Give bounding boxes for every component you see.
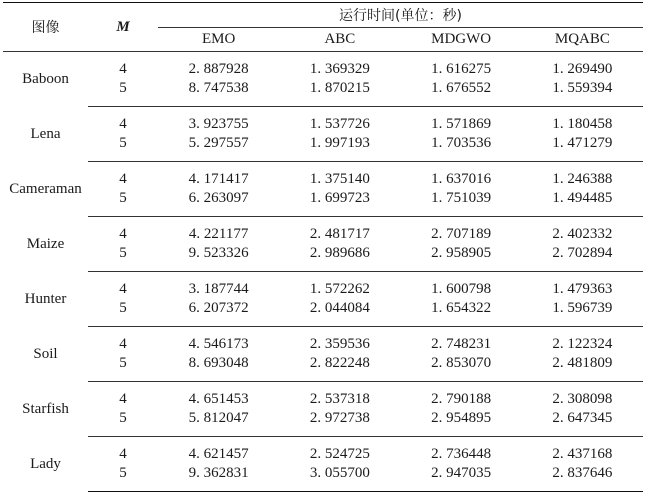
table-row <box>3 464 643 492</box>
runtime-value-cell: 1. 600798 <box>431 281 492 297</box>
table-row <box>3 327 643 355</box>
table-row <box>3 354 643 382</box>
header-row-group <box>3 3 643 28</box>
table-row <box>3 437 643 465</box>
runtime-value-cell: 2. 044084 <box>279 299 400 327</box>
header-col-mqabc: MQABC <box>522 28 643 52</box>
table-row <box>3 409 643 437</box>
header-runtime-group: 运行时间(单位：秒) <box>158 3 643 28</box>
runtime-value-cell: 1. 537726 <box>309 116 370 132</box>
threshold-m-cell: 5 <box>88 299 158 327</box>
image-name-cell: Soil <box>33 345 58 362</box>
threshold-m-cell: 5 <box>88 409 158 437</box>
runtime-value-cell: 2. 524725 <box>309 446 370 462</box>
runtime-value-cell: 4. 651453 <box>188 391 249 407</box>
runtime-value-cell: 2. 647345 <box>522 409 643 437</box>
runtime-value-cell: 2. 359536 <box>309 336 370 352</box>
threshold-m-cell: 4 <box>119 116 127 132</box>
runtime-value-cell: 8. 693048 <box>158 354 279 382</box>
runtime-value-cell: 2. 972738 <box>279 409 400 437</box>
runtime-value-cell: 1. 596739 <box>522 299 643 327</box>
threshold-m-cell: 5 <box>88 189 158 217</box>
runtime-value-cell: 2. 707189 <box>431 226 492 242</box>
table-row <box>3 134 643 162</box>
runtime-table-container <box>3 2 643 492</box>
threshold-m-cell: 4 <box>119 61 127 77</box>
image-name-cell: Maize <box>26 235 65 252</box>
runtime-value-cell: 1. 375140 <box>309 171 370 187</box>
runtime-value-cell: 4. 221177 <box>188 226 249 242</box>
runtime-value-cell: 1. 654322 <box>401 299 522 327</box>
table-row <box>3 52 643 80</box>
runtime-value-cell: 2. 402332 <box>552 226 613 242</box>
header-image: 图像 <box>3 3 88 52</box>
image-name-cell: Baboon <box>22 70 69 87</box>
table-row <box>3 79 643 107</box>
threshold-m-cell: 4 <box>119 226 127 242</box>
table-row <box>3 107 643 135</box>
runtime-value-cell: 2. 702894 <box>522 244 643 272</box>
header-col-emo: EMO <box>158 28 279 52</box>
runtime-value-cell: 2. 748231 <box>431 336 492 352</box>
image-name-cell: Hunter <box>24 290 67 307</box>
image-name-cell: Lady <box>30 455 61 472</box>
runtime-value-cell: 2. 437168 <box>552 446 613 462</box>
threshold-m-cell: 4 <box>119 171 127 187</box>
threshold-m-cell: 4 <box>119 336 127 352</box>
runtime-value-cell: 1. 703536 <box>401 134 522 162</box>
runtime-value-cell: 1. 616275 <box>431 61 492 77</box>
header-col-abc: ABC <box>279 28 400 52</box>
runtime-value-cell: 6. 263097 <box>158 189 279 217</box>
runtime-value-cell: 1. 870215 <box>279 79 400 107</box>
image-name-cell: Lena <box>30 125 61 142</box>
image-name-cell: Cameraman <box>9 180 82 197</box>
table-row <box>3 244 643 272</box>
runtime-value-cell: 2. 887928 <box>188 61 249 77</box>
table-body <box>3 52 643 492</box>
runtime-value-cell: 4. 621457 <box>188 446 249 462</box>
runtime-value-cell: 1. 479363 <box>552 281 613 297</box>
table-row <box>3 162 643 190</box>
runtime-value-cell: 1. 699723 <box>279 189 400 217</box>
runtime-value-cell: 1. 676552 <box>401 79 522 107</box>
runtime-value-cell: 1. 572262 <box>309 281 370 297</box>
threshold-m-cell: 4 <box>119 281 127 297</box>
runtime-value-cell: 2. 790188 <box>431 391 492 407</box>
runtime-value-cell: 4. 546173 <box>188 336 249 352</box>
runtime-value-cell: 4. 171417 <box>188 171 249 187</box>
runtime-value-cell: 1. 559394 <box>522 79 643 107</box>
table-row <box>3 272 643 300</box>
runtime-value-cell: 1. 369329 <box>309 61 370 77</box>
runtime-value-cell: 2. 958905 <box>401 244 522 272</box>
image-name-cell: Starfish <box>22 400 69 417</box>
runtime-value-cell: 1. 471279 <box>522 134 643 162</box>
runtime-value-cell: 2. 954895 <box>401 409 522 437</box>
runtime-value-cell: 2. 853070 <box>401 354 522 382</box>
runtime-value-cell: 2. 537318 <box>309 391 370 407</box>
runtime-value-cell: 2. 481717 <box>309 226 370 242</box>
runtime-value-cell: 1. 571869 <box>431 116 492 132</box>
runtime-value-cell: 1. 180458 <box>552 116 613 132</box>
runtime-value-cell: 2. 837646 <box>522 464 643 492</box>
runtime-value-cell: 2. 822248 <box>279 354 400 382</box>
threshold-m-cell: 4 <box>119 391 127 407</box>
runtime-value-cell: 3. 187744 <box>188 281 249 297</box>
runtime-value-cell: 1. 269490 <box>552 61 613 77</box>
runtime-value-cell: 2. 736448 <box>431 446 492 462</box>
runtime-value-cell: 8. 747538 <box>158 79 279 107</box>
runtime-value-cell: 3. 055700 <box>279 464 400 492</box>
runtime-value-cell: 9. 362831 <box>158 464 279 492</box>
runtime-value-cell: 5. 812047 <box>158 409 279 437</box>
threshold-m-cell: 5 <box>88 464 158 492</box>
runtime-value-cell: 2. 308098 <box>552 391 613 407</box>
table-row <box>3 189 643 217</box>
header-col-mdgwo: MDGWO <box>401 28 522 52</box>
table-row <box>3 382 643 410</box>
threshold-m-cell: 5 <box>88 134 158 162</box>
runtime-table <box>3 2 643 492</box>
runtime-value-cell: 1. 751039 <box>401 189 522 217</box>
table-row <box>3 299 643 327</box>
table-row <box>3 217 643 245</box>
runtime-value-cell: 6. 207372 <box>158 299 279 327</box>
runtime-value-cell: 2. 947035 <box>401 464 522 492</box>
runtime-value-cell: 1. 637016 <box>431 171 492 187</box>
runtime-value-cell: 1. 997193 <box>279 134 400 162</box>
threshold-m-cell: 5 <box>88 354 158 382</box>
threshold-m-cell: 4 <box>119 446 127 462</box>
runtime-value-cell: 5. 297557 <box>158 134 279 162</box>
runtime-value-cell: 3. 923755 <box>188 116 249 132</box>
runtime-value-cell: 2. 989686 <box>279 244 400 272</box>
runtime-value-cell: 9. 523326 <box>158 244 279 272</box>
runtime-value-cell: 1. 246388 <box>552 171 613 187</box>
runtime-value-cell: 1. 494485 <box>522 189 643 217</box>
threshold-m-cell: 5 <box>88 244 158 272</box>
runtime-value-cell: 2. 122324 <box>552 336 613 352</box>
threshold-m-cell: 5 <box>88 79 158 107</box>
runtime-value-cell: 2. 481809 <box>522 354 643 382</box>
header-m: M <box>88 3 158 52</box>
